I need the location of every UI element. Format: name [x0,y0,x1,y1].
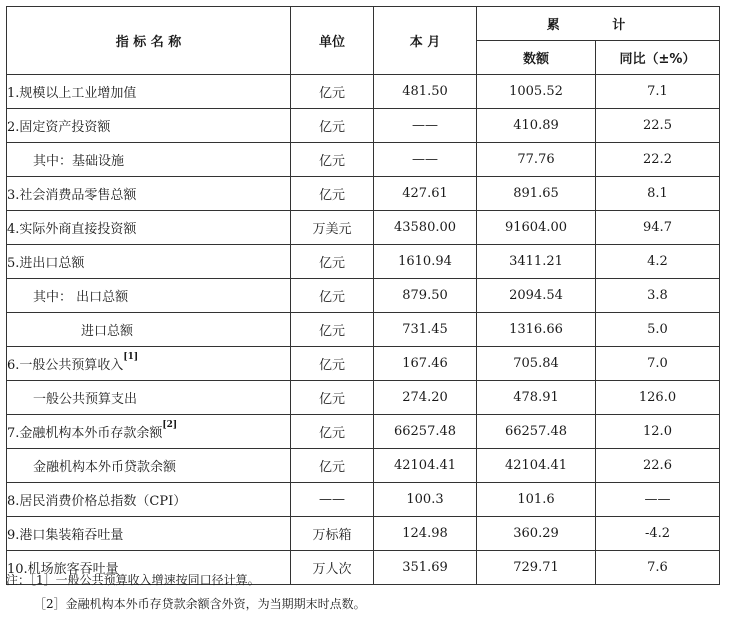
indicator-label: 2.固定资产投资额 [7,120,111,135]
unit-cell: 亿元 [291,347,374,381]
unit-cell: 亿元 [291,415,374,449]
cumulative-amount-cell: 3411.21 [477,245,596,279]
indicator-label: 4.实际外商直接投资额 [7,222,137,237]
unit-cell: 万人次 [291,551,374,585]
indicator-name [7,313,291,347]
yoy-cell: 12.0 [596,415,720,449]
header-indicator: 指 标 名 称 [7,7,291,75]
table-row [7,109,720,143]
footnotes [6,568,366,616]
cumulative-amount-cell: 891.65 [477,177,596,211]
this-month-cell: 124.98 [374,517,477,551]
this-month-cell: 167.46 [374,347,477,381]
cumulative-amount-cell: 478.91 [477,381,596,415]
indicator-name [7,279,291,313]
this-month-cell: 100.3 [374,483,477,517]
cumulative-amount-cell: 2094.54 [477,279,596,313]
this-month-cell: 351.69 [374,551,477,585]
header-cumulative: 累 计 [477,7,720,41]
this-month-cell: 879.50 [374,279,477,313]
yoy-cell: 22.2 [596,143,720,177]
yoy-cell: 4.2 [596,245,720,279]
cumulative-amount-cell: 101.6 [477,483,596,517]
indicator-label: 金融机构本外币贷款余额 [33,460,177,475]
yoy-cell: 7.6 [596,551,720,585]
this-month-cell: 731.45 [374,313,477,347]
unit-cell: 亿元 [291,279,374,313]
yoy-cell: —— [596,483,720,517]
indicator-label: 10.机场旅客吞吐量 [7,562,119,577]
cumulative-amount-cell: 410.89 [477,109,596,143]
table-row [7,347,720,381]
unit-cell: 万美元 [291,211,374,245]
indicator-name [7,109,291,143]
yoy-cell: 22.5 [596,109,720,143]
cumulative-amount-cell: 729.71 [477,551,596,585]
table-row [7,415,720,449]
indicator-label: 5.进出口总额 [7,256,85,271]
indicator-label: 进口总额 [81,324,134,339]
unit-cell: 万标箱 [291,517,374,551]
this-month-cell: 274.20 [374,381,477,415]
table-row [7,211,720,245]
header-unit: 单位 [291,7,374,75]
table-row [7,177,720,211]
this-month-cell: 42104.41 [374,449,477,483]
indicator-name [7,381,291,415]
indicator-label: 8.居民消费价格总指数（CPI） [7,494,187,509]
yoy-cell: 3.8 [596,279,720,313]
this-month-cell: 66257.48 [374,415,477,449]
this-month-cell: 427.61 [374,177,477,211]
indicator-label: 6.一般公共预算收入 [7,358,124,373]
unit-cell: 亿元 [291,449,374,483]
indicator-label: 3.社会消费品零售总额 [7,188,137,203]
table-row [7,313,720,347]
yoy-cell: 126.0 [596,381,720,415]
indicator-label: 1.规模以上工业增加值 [7,86,137,101]
unit-cell: 亿元 [291,109,374,143]
unit-cell: 亿元 [291,381,374,415]
cumulative-amount-cell: 1316.66 [477,313,596,347]
header-this-month: 本 月 [374,7,477,75]
table-row [7,381,720,415]
indicator-label: 一般公共预算支出 [33,392,138,407]
indicator-name [7,211,291,245]
unit-cell: —— [291,483,374,517]
indicator-name [7,245,291,279]
table-row [7,75,720,109]
table-header-row [7,7,720,41]
indicator-label: 7.金融机构本外币存款余额 [7,426,163,441]
table-row [7,449,720,483]
cumulative-amount-cell: 1005.52 [477,75,596,109]
footnote-ref: [2] [162,420,178,430]
yoy-cell: 7.1 [596,75,720,109]
cumulative-amount-cell: 77.76 [477,143,596,177]
this-month-cell: —— [374,109,477,143]
table-row [7,143,720,177]
unit-cell: 亿元 [291,75,374,109]
indicator-name [7,347,291,381]
footnote-2: ［2］金融机构本外币存贷款余额含外资，为当期期末时点数。 [34,597,366,611]
yoy-cell: 5.0 [596,313,720,347]
table-row [7,517,720,551]
this-month-cell: 1610.94 [374,245,477,279]
indicator-label: 其中： 出口总额 [33,290,129,305]
footnote-1: 注：［1］一般公共预算收入增速按同口径计算。 [6,573,260,587]
indicator-name [7,75,291,109]
header-yoy: 同比（±%） [596,41,720,75]
yoy-cell: 94.7 [596,211,720,245]
indicator-name [7,177,291,211]
unit-cell: 亿元 [291,143,374,177]
table-row [7,245,720,279]
unit-cell: 亿元 [291,313,374,347]
cumulative-amount-cell: 360.29 [477,517,596,551]
indicator-name [7,449,291,483]
this-month-cell: 43580.00 [374,211,477,245]
indicator-name [7,415,291,449]
indicator-name [7,483,291,517]
yoy-cell: -4.2 [596,517,720,551]
indicator-label: 其中：基础设施 [33,154,125,169]
cumulative-amount-cell: 91604.00 [477,211,596,245]
this-month-cell: —— [374,143,477,177]
table-row [7,483,720,517]
table-row [7,279,720,313]
yoy-cell: 22.6 [596,449,720,483]
indicator-label: 9.港口集装箱吞吐量 [7,528,124,543]
statistics-table [6,6,720,585]
footnote-ref: [1] [123,352,139,362]
header-amount: 数额 [477,41,596,75]
cumulative-amount-cell: 705.84 [477,347,596,381]
unit-cell: 亿元 [291,177,374,211]
this-month-cell: 481.50 [374,75,477,109]
cumulative-amount-cell: 42104.41 [477,449,596,483]
table-body [7,75,720,585]
cumulative-amount-cell: 66257.48 [477,415,596,449]
unit-cell: 亿元 [291,245,374,279]
indicator-name [7,517,291,551]
yoy-cell: 7.0 [596,347,720,381]
yoy-cell: 8.1 [596,177,720,211]
indicator-name [7,143,291,177]
